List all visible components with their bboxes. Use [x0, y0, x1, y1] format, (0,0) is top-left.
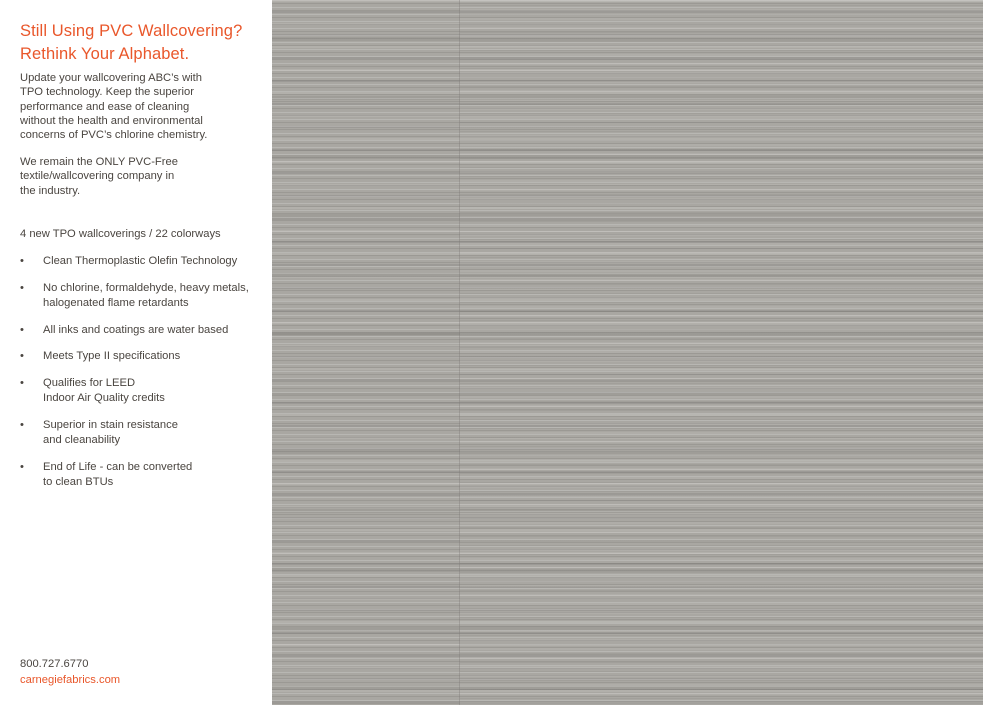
feature-text: Clean Thermoplastic Olefin Technology: [43, 255, 238, 267]
bullet-icon: •: [20, 460, 24, 473]
feature-item: [20, 254, 268, 270]
claim-line: textile/wallcovering company in: [20, 170, 175, 183]
feature-text: No chlorine, formaldehyde, heavy metals,: [43, 281, 249, 294]
intro-line: performance and ease of cleaning: [20, 100, 190, 113]
bullet-icon: •: [20, 281, 24, 294]
swatch-panel-seam: [459, 0, 460, 705]
bullet-icon: •: [20, 323, 24, 336]
claim-line: We remain the ONLY PVC-Free: [20, 156, 178, 168]
swatch-right-panel: [460, 0, 983, 705]
wallcovering-swatch-image: [272, 0, 983, 705]
claim-paragraph: [20, 155, 178, 198]
intro-line: without the health and environmental: [20, 114, 203, 127]
feature-text: All inks and coatings are water based: [43, 323, 229, 336]
feature-text: Indoor Air Quality credits: [43, 392, 165, 404]
intro-line: Update your wallcovering ABC’s with: [20, 72, 202, 84]
intro-line: TPO technology. Keep the superior: [20, 86, 194, 99]
feature-item: [20, 376, 268, 407]
feature-item: [20, 418, 268, 449]
headline-line-2: Rethink Your Alphabet.: [20, 45, 190, 63]
feature-item: [20, 460, 268, 491]
feature-text: halogenated flame retardants: [43, 297, 189, 309]
intro-paragraph: [20, 71, 207, 142]
claim-line: the industry.: [20, 184, 81, 197]
bullet-icon: •: [20, 418, 24, 431]
product-summary: 4 new TPO wallcoverings / 22 colorways: [20, 228, 221, 240]
contact-block: [20, 656, 120, 688]
text-panel: [0, 0, 272, 705]
feature-text: to clean BTUs: [43, 476, 114, 488]
feature-list: [20, 254, 268, 502]
feature-text: End of Life - can be converted: [43, 460, 193, 473]
website-link[interactable]: carnegiefabrics.com: [20, 674, 121, 686]
feature-text: Qualifies for LEED: [43, 376, 136, 389]
intro-line: concerns of PVC’s chlorine chemistry.: [20, 129, 208, 142]
feature-text: Meets Type II specifications: [43, 350, 181, 362]
feature-text: Superior in stain resistance: [43, 418, 178, 431]
headline-line-1: Still Using PVC Wallcovering?: [20, 22, 243, 40]
feature-text: and cleanability: [43, 434, 121, 446]
phone-number: 800.727.6770: [20, 658, 89, 670]
feature-item: [20, 349, 268, 365]
feature-item: [20, 281, 268, 312]
bullet-icon: •: [20, 255, 24, 267]
bullet-icon: •: [20, 376, 24, 389]
headline: [20, 20, 242, 66]
bullet-icon: •: [20, 350, 24, 362]
feature-item: [20, 323, 268, 339]
